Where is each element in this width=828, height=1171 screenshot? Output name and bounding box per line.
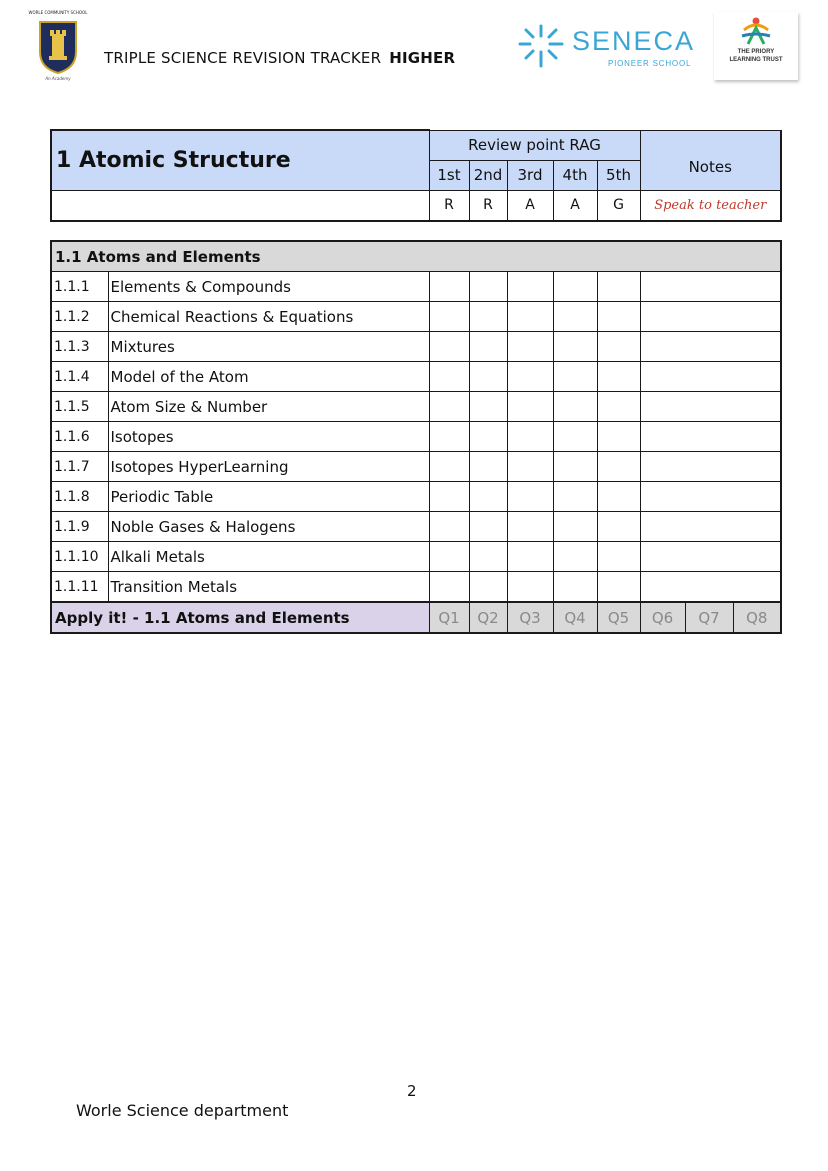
topic-title: 1 Atomic Structure (51, 130, 429, 190)
rag-cell-2[interactable] (469, 452, 507, 482)
topic-number: 1.1.2 (51, 302, 108, 332)
topic-number: 1.1.11 (51, 572, 108, 603)
apply-it-label: Apply it! - 1.1 Atoms and Elements (51, 602, 429, 633)
topic-number: 1.1.9 (51, 512, 108, 542)
rag-cell-2[interactable] (469, 512, 507, 542)
rag-cell-3[interactable] (507, 512, 553, 542)
notes-cell[interactable] (640, 512, 781, 542)
topic-row (51, 512, 781, 542)
priory-trust-name: THE PRIORY LEARNING TRUST (729, 49, 783, 63)
school-name: WORLE COMMUNITY SCHOOL (28, 10, 88, 15)
rag-cell-3[interactable] (507, 392, 553, 422)
rag-cell-4[interactable] (553, 542, 597, 572)
document-title (104, 49, 455, 67)
rag-cell-2[interactable] (469, 572, 507, 603)
review-point-3-label: 3rd (507, 160, 553, 190)
topic-name: Transition Metals (108, 572, 429, 603)
rag-cell-3[interactable] (507, 542, 553, 572)
topic-name: Model of the Atom (108, 362, 429, 392)
rag-cell-5[interactable] (597, 482, 640, 512)
rag-cell-4[interactable] (553, 332, 597, 362)
school-motto: An Academy (45, 76, 71, 81)
topic-name: Chemical Reactions & Equations (108, 302, 429, 332)
notes-cell[interactable] (640, 392, 781, 422)
topic-row (51, 482, 781, 512)
rag-value-5[interactable]: G (597, 190, 640, 221)
rag-cell-3[interactable] (507, 422, 553, 452)
rag-cell-3[interactable] (507, 572, 553, 603)
rag-cell-2[interactable] (469, 332, 507, 362)
topic-row (51, 302, 781, 332)
title-text: TRIPLE SCIENCE REVISION TRACKER (104, 49, 382, 67)
topic-name: Atom Size & Number (108, 392, 429, 422)
topic-number: 1.1.1 (51, 272, 108, 302)
question-q1[interactable]: Q1 (429, 602, 469, 633)
rag-cell-1[interactable] (429, 572, 469, 603)
topic-blank-cell[interactable] (51, 190, 429, 221)
section-tracker-table (50, 240, 782, 634)
rag-cell-2[interactable] (469, 542, 507, 572)
rag-cell-1[interactable] (429, 392, 469, 422)
notes-cell[interactable] (640, 542, 781, 572)
rag-cell-5[interactable] (597, 542, 640, 572)
priory-trust-logo (714, 12, 798, 80)
rag-value-2[interactable]: R (469, 190, 507, 221)
seneca-burst-icon (516, 22, 566, 72)
rag-cell-5[interactable] (597, 572, 640, 603)
question-q2[interactable]: Q2 (469, 602, 507, 633)
rag-cell-5[interactable] (597, 512, 640, 542)
rag-cell-5[interactable] (597, 362, 640, 392)
topic-row (51, 332, 781, 362)
rag-cell-5[interactable] (597, 392, 640, 422)
footer-text: Worle Science department (76, 1101, 289, 1120)
rag-cell-4[interactable] (553, 392, 597, 422)
rag-cell-4[interactable] (553, 422, 597, 452)
rag-cell-1[interactable] (429, 482, 469, 512)
rag-cell-1[interactable] (429, 542, 469, 572)
topic-number: 1.1.4 (51, 362, 108, 392)
rag-value-3[interactable]: A (507, 190, 553, 221)
rag-cell-5[interactable] (597, 452, 640, 482)
school-logo (22, 10, 94, 84)
rag-cell-3[interactable] (507, 332, 553, 362)
rag-cell-1[interactable] (429, 422, 469, 452)
school-crest-icon (38, 20, 78, 74)
rag-cell-1[interactable] (429, 362, 469, 392)
topic-row (51, 452, 781, 482)
rag-cell-4[interactable] (553, 272, 597, 302)
rag-cell-5[interactable] (597, 332, 640, 362)
topic-row (51, 362, 781, 392)
rag-cell-2[interactable] (469, 422, 507, 452)
topic-number: 1.1.5 (51, 392, 108, 422)
seneca-subtitle: PIONEER SCHOOL (608, 59, 692, 68)
review-point-1-label: 1st (429, 160, 469, 190)
topic-number: 1.1.6 (51, 422, 108, 452)
rag-cell-4[interactable] (553, 572, 597, 603)
topic-number: 1.1.8 (51, 482, 108, 512)
topic-name: Alkali Metals (108, 542, 429, 572)
rag-cell-5[interactable] (597, 302, 640, 332)
notes-cell[interactable] (640, 572, 781, 603)
topic-number: 1.1.7 (51, 452, 108, 482)
seneca-logo (516, 22, 696, 72)
topic-name: Mixtures (108, 332, 429, 362)
rag-cell-4[interactable] (553, 362, 597, 392)
rag-cell-3[interactable] (507, 272, 553, 302)
priory-figure-icon (738, 16, 774, 48)
topic-row (51, 392, 781, 422)
rag-cell-4[interactable] (553, 302, 597, 332)
notes-cell[interactable] (640, 362, 781, 392)
rag-value-4[interactable]: A (553, 190, 597, 221)
rag-cell-4[interactable] (553, 482, 597, 512)
notes-cell[interactable] (640, 452, 781, 482)
rag-cell-4[interactable] (553, 452, 597, 482)
notes-cell[interactable] (640, 302, 781, 332)
rag-cell-1[interactable] (429, 302, 469, 332)
rag-cell-2[interactable] (469, 392, 507, 422)
rag-cell-1[interactable] (429, 452, 469, 482)
topic-row (51, 272, 781, 302)
rag-cell-2[interactable] (469, 272, 507, 302)
tier-label: HIGHER (389, 49, 456, 67)
question-q3[interactable]: Q3 (507, 602, 553, 633)
notes-cell[interactable] (640, 422, 781, 452)
topic-number: 1.1.10 (51, 542, 108, 572)
rag-cell-3[interactable] (507, 302, 553, 332)
rag-cell-1[interactable] (429, 332, 469, 362)
notes-heading: Notes (640, 130, 781, 190)
review-point-4-label: 4th (553, 160, 597, 190)
notes-cell[interactable] (640, 272, 781, 302)
topic-name: Isotopes (108, 422, 429, 452)
seneca-name: SENECA (572, 26, 696, 56)
rag-cell-2[interactable] (469, 362, 507, 392)
rag-cell-5[interactable] (597, 422, 640, 452)
notes-value[interactable]: Speak to teacher (640, 190, 781, 221)
question-q8[interactable]: Q8 (733, 602, 781, 633)
review-point-5-label: 5th (597, 160, 640, 190)
topic-row (51, 542, 781, 572)
topic-name: Elements & Compounds (108, 272, 429, 302)
notes-cell[interactable] (640, 332, 781, 362)
notes-cell[interactable] (640, 482, 781, 512)
topic-summary-table (50, 129, 782, 222)
rag-cell-2[interactable] (469, 302, 507, 332)
question-q5[interactable]: Q5 (597, 602, 640, 633)
question-q7[interactable]: Q7 (685, 602, 733, 633)
question-q6[interactable]: Q6 (640, 602, 685, 633)
rag-cell-1[interactable] (429, 272, 469, 302)
rag-heading: Review point RAG (429, 130, 640, 160)
rag-cell-4[interactable] (553, 512, 597, 542)
topic-number: 1.1.3 (51, 332, 108, 362)
page-number: 2 (407, 1082, 417, 1100)
rag-cell-3[interactable] (507, 482, 553, 512)
topic-name: Isotopes HyperLearning (108, 452, 429, 482)
topic-row (51, 422, 781, 452)
rag-cell-3[interactable] (507, 452, 553, 482)
rag-cell-1[interactable] (429, 512, 469, 542)
rag-cell-5[interactable] (597, 272, 640, 302)
apply-it-row (51, 602, 781, 633)
review-point-2-label: 2nd (469, 160, 507, 190)
topic-name: Periodic Table (108, 482, 429, 512)
topic-row (51, 572, 781, 603)
topic-name: Noble Gases & Halogens (108, 512, 429, 542)
rag-cell-2[interactable] (469, 482, 507, 512)
question-q4[interactable]: Q4 (553, 602, 597, 633)
section-rows (51, 272, 781, 603)
rag-cell-3[interactable] (507, 362, 553, 392)
rag-value-1[interactable]: R (429, 190, 469, 221)
section-title: 1.1 Atoms and Elements (51, 241, 781, 272)
